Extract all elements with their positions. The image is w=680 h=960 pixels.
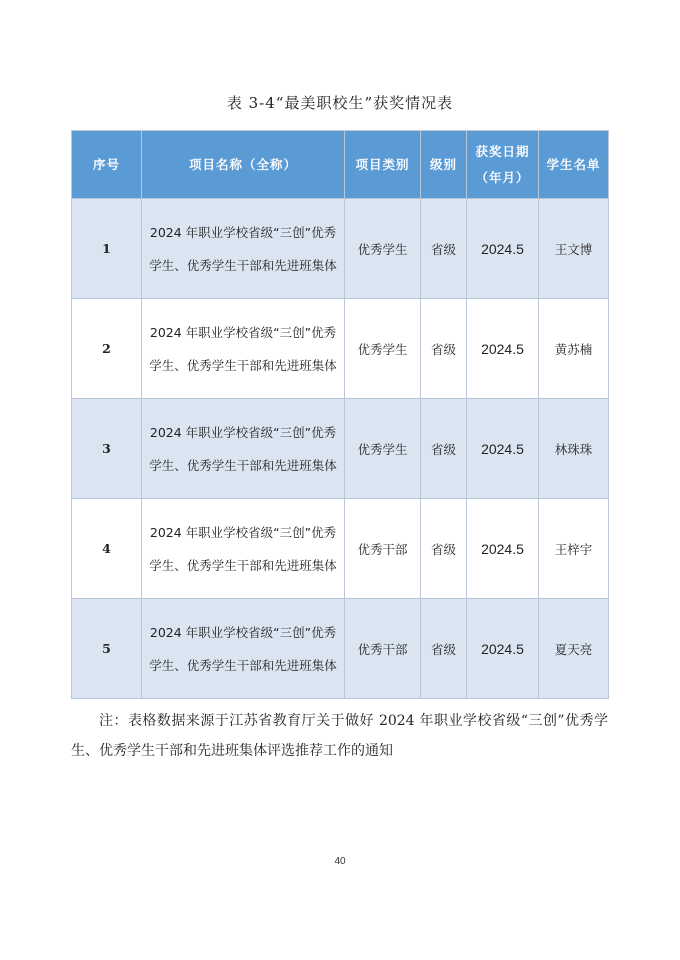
table-row — [72, 599, 609, 699]
cell-date: 2024.5 — [467, 599, 539, 699]
awards-table — [71, 130, 609, 699]
cell-student: 王梓宇 — [539, 499, 609, 599]
table-row — [72, 199, 609, 299]
cell-name: 2024 年职业学校省级“三创”优秀学生、优秀学生干部和先进班集体 — [142, 499, 345, 599]
header-name: 项目名称（全称） — [142, 131, 345, 199]
cell-date: 2024.5 — [467, 399, 539, 499]
cell-student: 王文博 — [539, 199, 609, 299]
cell-no: 1 — [72, 199, 142, 299]
table-caption: 表 3-4“最美职校生”获奖情况表 — [226, 94, 454, 112]
cell-name: 2024 年职业学校省级“三创”优秀学生、优秀学生干部和先进班集体 — [142, 599, 345, 699]
cell-category: 优秀干部 — [345, 599, 421, 699]
cell-date: 2024.5 — [467, 199, 539, 299]
cell-student: 夏天亮 — [539, 599, 609, 699]
cell-category: 优秀学生 — [345, 199, 421, 299]
cell-name: 2024 年职业学校省级“三创”优秀学生、优秀学生干部和先进班集体 — [142, 299, 345, 399]
cell-level: 省级 — [421, 499, 467, 599]
header-date: 获奖日期（年月） — [467, 131, 539, 199]
header-level: 级别 — [421, 131, 467, 199]
cell-category: 优秀学生 — [345, 399, 421, 499]
cell-level: 省级 — [421, 299, 467, 399]
cell-date: 2024.5 — [467, 299, 539, 399]
cell-student: 黄苏楠 — [539, 299, 609, 399]
cell-name: 2024 年职业学校省级“三创”优秀学生、优秀学生干部和先进班集体 — [142, 199, 345, 299]
cell-category: 优秀干部 — [345, 499, 421, 599]
table-row — [72, 499, 609, 599]
cell-category: 优秀学生 — [345, 299, 421, 399]
table-header-row — [72, 131, 609, 199]
header-category: 项目类别 — [345, 131, 421, 199]
cell-no: 5 — [72, 599, 142, 699]
cell-date: 2024.5 — [467, 499, 539, 599]
cell-level: 省级 — [421, 599, 467, 699]
cell-no: 3 — [72, 399, 142, 499]
page-number: 40 — [334, 856, 346, 867]
table-row — [72, 299, 609, 399]
cell-student: 林珠珠 — [539, 399, 609, 499]
cell-no: 4 — [72, 499, 142, 599]
cell-no: 2 — [72, 299, 142, 399]
header-student: 学生名单 — [539, 131, 609, 199]
cell-name: 2024 年职业学校省级“三创”优秀学生、优秀学生干部和先进班集体 — [142, 399, 345, 499]
cell-level: 省级 — [421, 399, 467, 499]
header-no: 序号 — [72, 131, 142, 199]
cell-level: 省级 — [421, 199, 467, 299]
table-row — [72, 399, 609, 499]
table-source-note: 注：表格数据来源于江苏省教育厅关于做好 2024 年职业学校省级“三创”优秀学生、优秀学生干部和先进班集体评选推荐工作的通知 — [71, 713, 608, 759]
